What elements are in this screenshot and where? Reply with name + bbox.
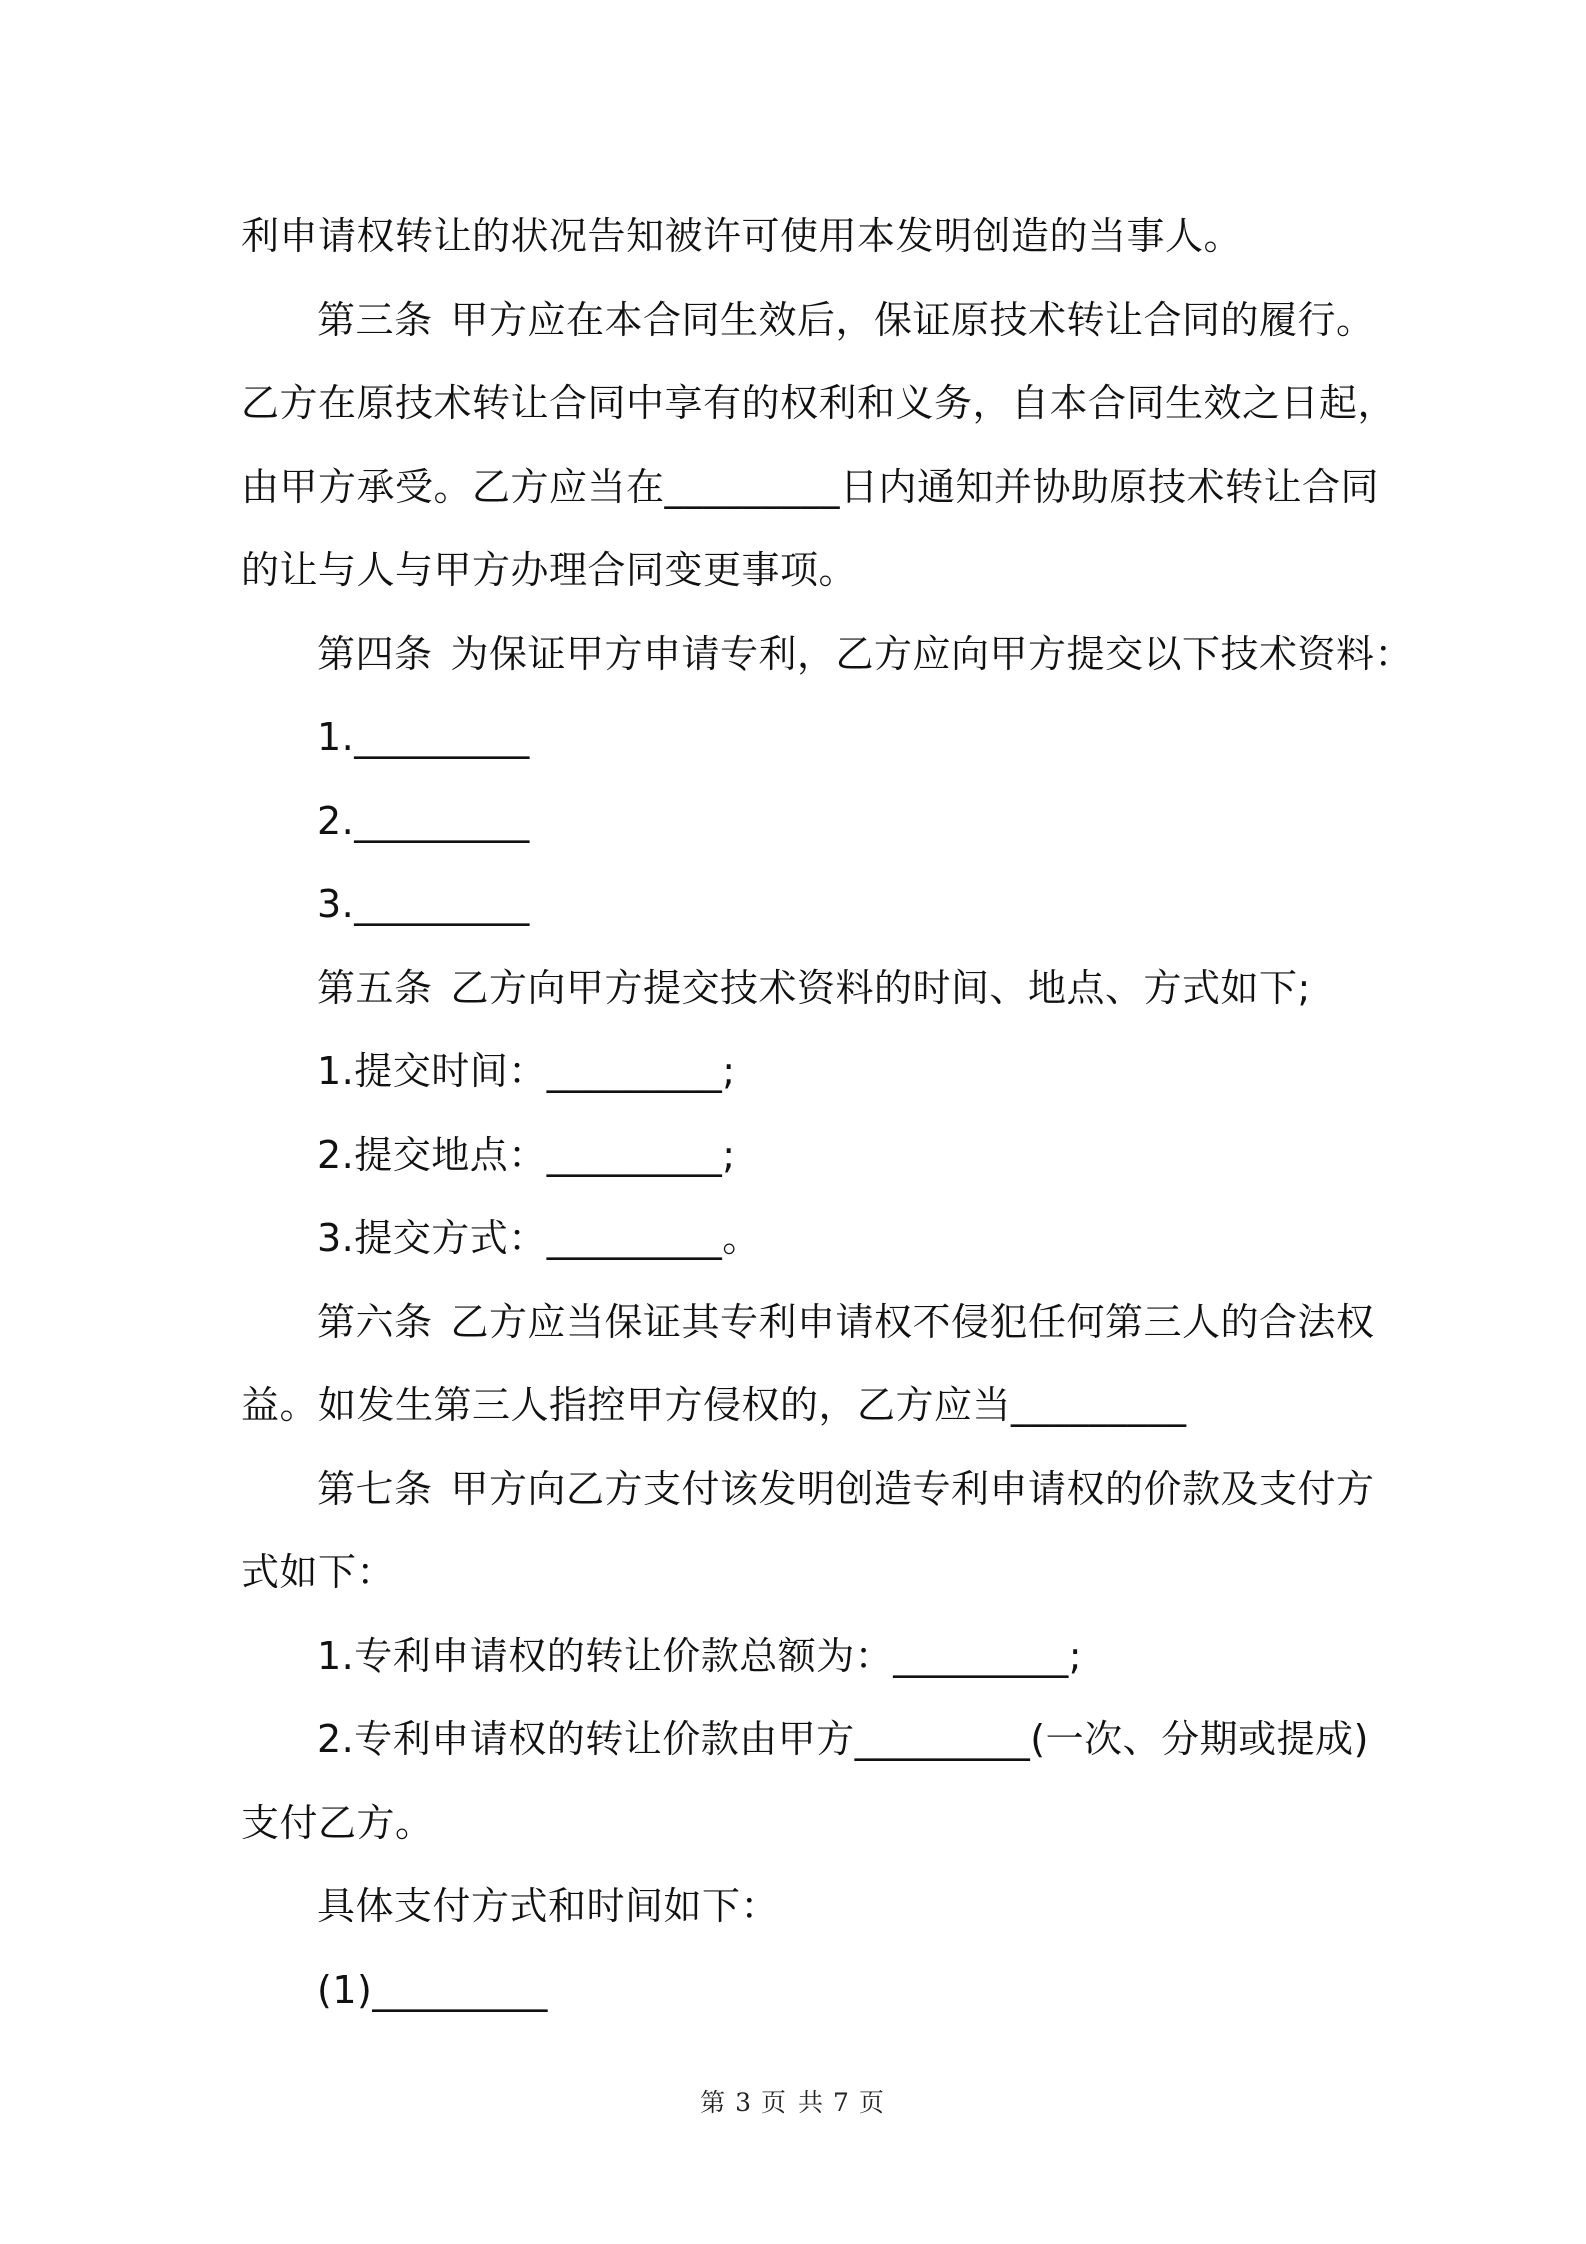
article-text: 甲方应在本合同生效后，保证原技术转让合同的履行。 xyxy=(450,297,1375,342)
paragraph-line: 益。如发生第三人指控甲方侵权的，乙方应当_________ xyxy=(241,1383,1187,1427)
paragraph-line: 的让与人与甲方办理合同变更事项。 xyxy=(241,548,858,592)
list-item: 2.提交地点：_________; xyxy=(317,1132,736,1177)
footer-suffix: 页 xyxy=(858,2088,886,2117)
paragraph-line: 乙方在原技术转让合同中享有的权利和义务，自本合同生效之日起， xyxy=(241,381,1397,425)
paragraph-line: 利申请权转让的状况告知被许可使用本发明创造的当事人。 xyxy=(241,214,1243,258)
article-5-line xyxy=(241,947,1351,1031)
footer-prefix: 第 xyxy=(700,2088,728,2117)
footer-page-number: 3 xyxy=(735,2088,754,2117)
list-item: 3.提交方式：_________。 xyxy=(317,1216,761,1260)
article-text: 甲方向乙方支付该发明创造专利申请权的价款及支付方 xyxy=(450,1466,1375,1511)
list-item: 3._________ xyxy=(317,882,530,926)
article-label: 第三条 xyxy=(317,297,433,342)
list-item: 1._________ xyxy=(317,715,530,759)
list-item: 1.专利申请权的转让价款总额为：_________; xyxy=(317,1633,1083,1678)
article-label: 第七条 xyxy=(317,1466,433,1511)
paragraph-line: 支付乙方。 xyxy=(241,1800,434,1845)
list-item: (1)_________ xyxy=(317,1967,548,2012)
article-label: 第五条 xyxy=(317,965,433,1010)
article-text: 乙方向甲方提交技术资料的时间、地点、方式如下; xyxy=(450,965,1311,1010)
paragraph-line: 式如下： xyxy=(241,1550,396,1594)
article-6-line xyxy=(241,1281,1375,1365)
paragraph-line: 由甲方承受。乙方应当在_________日内通知并协助原技术转让合同 xyxy=(241,464,1380,509)
footer-middle: 页 共 xyxy=(761,2088,825,2117)
page-footer xyxy=(0,2083,1586,2119)
footer-total-pages: 7 xyxy=(832,2088,851,2117)
article-text: 为保证甲方申请专利，乙方应向甲方提交以下技术资料： xyxy=(450,631,1414,676)
list-item: 2._________ xyxy=(317,798,530,843)
list-item: 1.提交时间：_________; xyxy=(317,1049,736,1093)
article-text: 乙方应当保证其专利申请权不侵犯任何第三人的合法权 xyxy=(450,1299,1375,1344)
article-7-line xyxy=(241,1448,1375,1532)
article-label: 第六条 xyxy=(317,1299,433,1344)
article-4-line xyxy=(241,613,1414,697)
document-body xyxy=(241,195,1414,2032)
list-item: 2.专利申请权的转让价款由甲方_________(一次、分期或提成) xyxy=(317,1717,1369,1761)
paragraph-line: 具体支付方式和时间如下： xyxy=(317,1884,780,1928)
article-label: 第四条 xyxy=(317,631,433,676)
article-3-line xyxy=(241,279,1375,363)
